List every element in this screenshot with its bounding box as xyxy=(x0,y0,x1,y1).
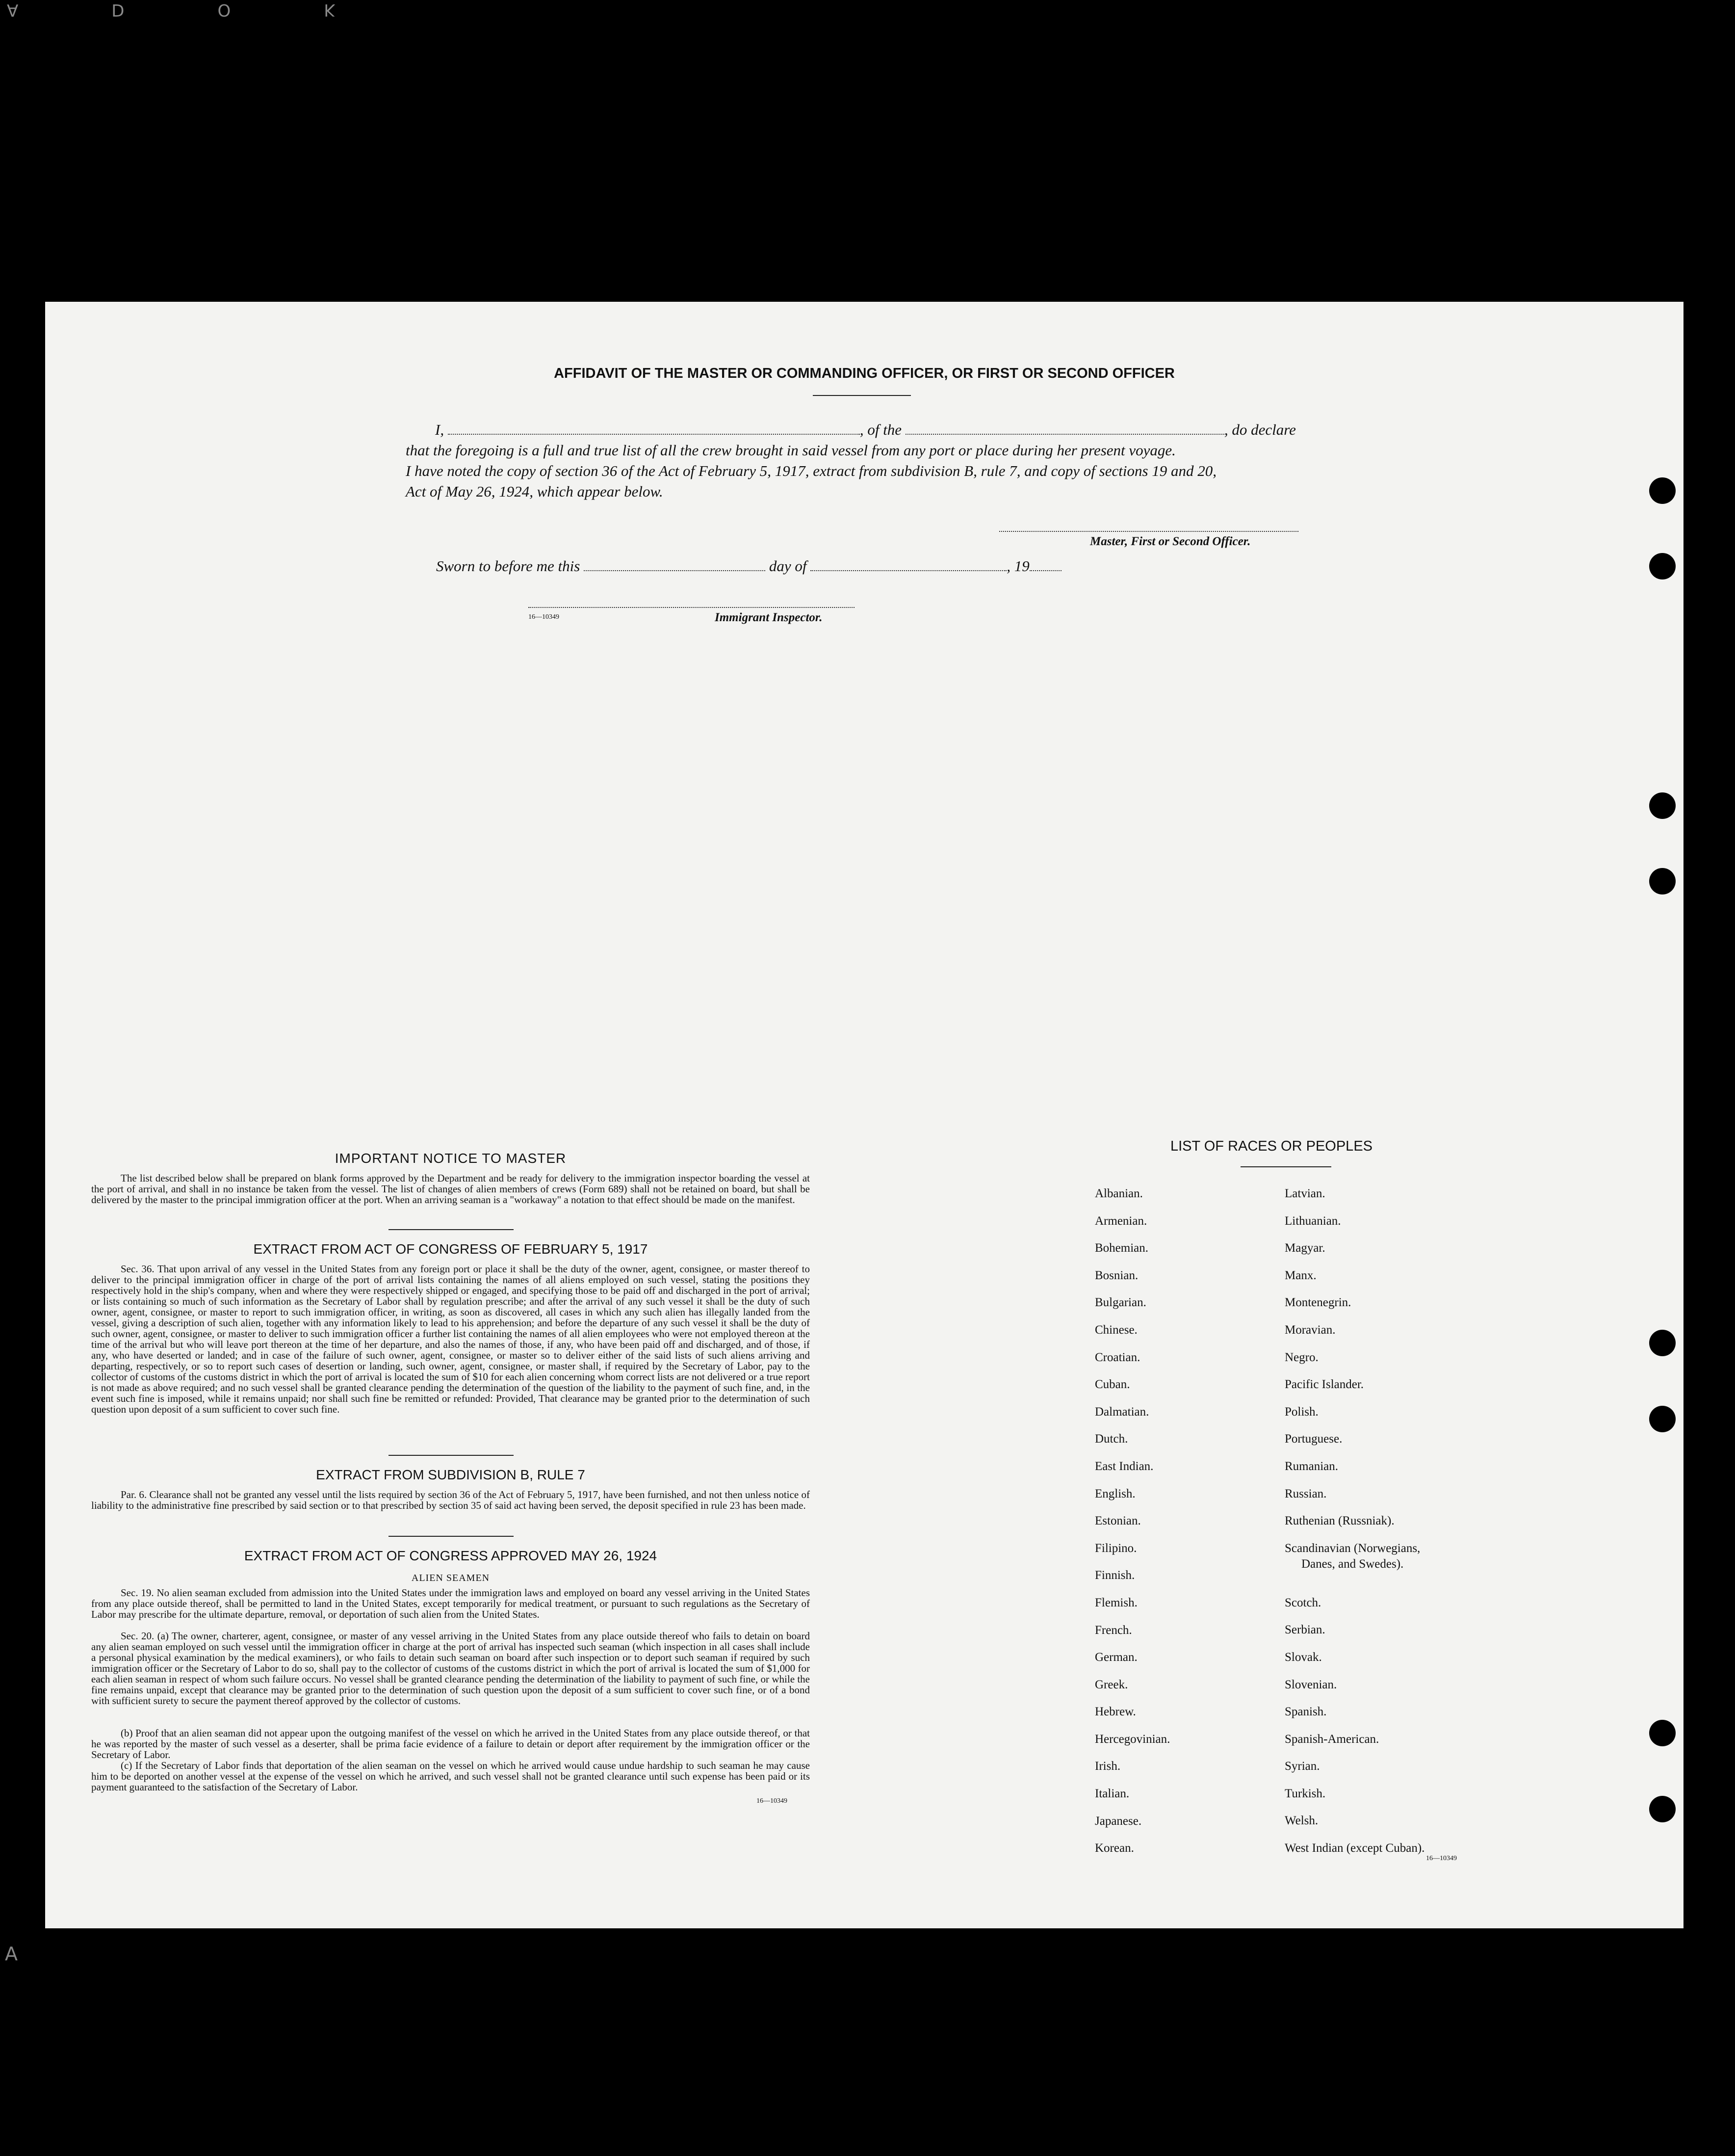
race-item: Welsh. xyxy=(1285,1814,1319,1828)
race-item: Spanish-American. xyxy=(1285,1732,1379,1746)
races-form-number: 16—10349 xyxy=(1426,1855,1457,1862)
race-item: Cuban. xyxy=(1095,1378,1130,1392)
race-item: Scandinavian (Norwegians, xyxy=(1285,1541,1421,1555)
race-item: Albanian. xyxy=(1095,1187,1143,1200)
film-side-mark: A xyxy=(5,1943,18,1965)
affidavit-line-3: I have noted the copy of section 36 of the Act of February 5, 1917, extract from subdivision B, rule 7, and copy of sections 19 and 20, xyxy=(406,462,1217,479)
affidavit-do-declare: , do declare xyxy=(1224,421,1296,438)
race-item: Armenian. xyxy=(1095,1214,1147,1228)
film-edge-letter: A xyxy=(7,0,19,20)
race-item: Danes, and Swedes). xyxy=(1301,1557,1404,1571)
race-item: Portuguese. xyxy=(1285,1432,1343,1446)
race-item: Bosnian. xyxy=(1095,1268,1139,1282)
race-item: Italian. xyxy=(1095,1787,1130,1801)
vessel-blank xyxy=(906,434,1224,435)
race-item: Turkish. xyxy=(1285,1787,1326,1800)
year-prefix: , 19 xyxy=(1007,557,1030,575)
race-item: Chinese. xyxy=(1095,1323,1138,1337)
film-edge-letter: O xyxy=(217,0,231,20)
race-item: English. xyxy=(1095,1487,1136,1500)
affidavit-of-the: , of the xyxy=(859,421,902,438)
race-item: Bulgarian. xyxy=(1095,1296,1146,1310)
extract-1924-sec20c: (c) If the Secretary of Labor finds that deportation of the alien seaman on the vessel on which he arrived would cause undue hardship to such seaman he may cause him to be deported on another vessel at the expense of the vessel on which he arrived, and such vessel shall not be granted clearance until such expense has been paid or its payment guaranteed to the satisfaction of the Secretary of Labor. xyxy=(91,1760,810,1793)
race-item: West Indian (except Cuban). xyxy=(1285,1841,1425,1855)
extract-rule7-divider xyxy=(388,1536,514,1537)
punch-hole-icon xyxy=(1649,1720,1676,1746)
race-item: Ruthenian (Russniak). xyxy=(1285,1514,1395,1528)
extract-1917-title: EXTRACT FROM ACT OF CONGRESS OF FEBRUARY 5, 1917 xyxy=(253,1241,648,1257)
race-item: Russian. xyxy=(1285,1487,1327,1500)
inspector-signature-line xyxy=(528,607,855,608)
affidavit-line-4: Act of May 26, 1924, which appear below. xyxy=(406,483,663,500)
race-item: Korean. xyxy=(1095,1841,1134,1855)
race-item: Manx. xyxy=(1285,1268,1317,1282)
races-divider xyxy=(1241,1166,1331,1167)
punch-hole-icon xyxy=(1649,1406,1676,1432)
year-blank xyxy=(1030,570,1062,571)
race-item: Irish. xyxy=(1095,1760,1121,1773)
extract-1924-sec19: Sec. 19. No alien seaman excluded from admission into the United States under the immigration laws and employed on board any vessel arriving in the United States from any place outside thereof, shall be permitted to land in the United States, except temporarily for medical treatment, or pursuant to such regulations as the Secretary of Labor may prescribe for the ultimate departure, removal, or deportation of such alien from the United States. xyxy=(91,1587,810,1620)
date-blank xyxy=(584,570,765,571)
affidavit-line-2: that the foregoing is a full and true list of all the crew brought in said vessel from any port or place during her present voyage. xyxy=(406,442,1176,459)
race-item: Syrian. xyxy=(1285,1760,1320,1773)
name-blank xyxy=(448,434,860,435)
race-item: Polish. xyxy=(1285,1405,1319,1419)
extract-1917-body: Sec. 36. That upon arrival of any vessel in the United States from any foreign port or place it shall be the duty of the owner, agent, consignee, or master thereof to deliver to the principal immigration officer in charge of the port of arrival lists containing the names of all aliens employed on such vessel, stating the positions they respectively hold in the ship's company, when and where they were respectively shipped or engaged, and specifying those to be paid off and discharged in the port of arrival; or lists containing so much of such information as the Secretary of Labor shall by regulation prescribe; and after the arrival of any such vessel it shall be the duty of such owner, agent, consignee, or master to report to such immigration officer, in writing, as soon as discovered, all cases in which any such alien has illegally landed from the vessel, giving a description of such alien, together with any information likely to lead to his apprehension; and before the departure of any such vessel it shall be the duty of such owner, agent, consignee, or master to deliver to such immigration officer a further list containing the names of all alien employees who were not employed thereon at the time of the arrival but who will leave port thereon at the time of her departure, and also the names of those, if any, who have been paid off and discharged, and of those, if any, who have deserted or landed; and in case of the failure of such owner, agent, consignee, or master so to deliver either of the said lists of such aliens arriving and departing, respectively, or so to report such cases of desertion or landing, such owner, agent, consignee, or master shall, if required by the Secretary of Labor, pay to the collector of customs of the customs district in which the port of arrival is located the sum of $10 for each alien concerning whom correct lists are not delivered or a true report is not made as above required; and no such vessel shall be granted clearance pending the determination of the question of the liability to the payment of such fine, and, in the event such fine is imposed, while it remains unpaid; nor shall such fine be remitted or refunded: Provided, That clearance may be granted prior to the determination of such question upon deposit of a sum sufficient to cover such fine. xyxy=(91,1263,810,1415)
race-item: Hercegovinian. xyxy=(1095,1732,1170,1746)
punch-hole-icon xyxy=(1649,868,1676,894)
extract-rule7-body: Par. 6. Clearance shall not be granted any vessel until the lists required by section 36 of the Act of February 5, 1917, have been furnished, and not then unless notice of liability to the administrative fine prescribed by said section or to that prescribed by section 35 of said act having been served, the deposit specified in rule 23 has been made. xyxy=(91,1489,810,1511)
race-item: Latvian. xyxy=(1285,1187,1325,1200)
races-column-1 xyxy=(1095,1180,1170,1862)
affidavit-line-1 xyxy=(406,420,1362,440)
race-item: Flemish. xyxy=(1095,1596,1138,1609)
race-item: Lithuanian. xyxy=(1285,1214,1341,1228)
race-item: Pacific Islander. xyxy=(1285,1378,1364,1392)
race-item: East Indian. xyxy=(1095,1459,1154,1473)
race-item: Bohemian. xyxy=(1095,1241,1149,1255)
affidavit-title: AFFIDAVIT OF THE MASTER OR COMMANDING OFFICER, OR FIRST OR SECOND OFFICER xyxy=(554,366,1175,381)
master-signature-caption: Master, First or Second Officer. xyxy=(1090,535,1251,548)
film-edge-markings xyxy=(0,0,335,20)
punch-hole-icon xyxy=(1649,792,1676,819)
race-item: German. xyxy=(1095,1651,1138,1664)
extract-1924-sec20a: Sec. 20. (a) The owner, charterer, agent, consignee, or master of any vessel arriving in the United States from any place outside thereof who fails to detain on board any alien seaman employed on such vessel until the immigration officer in charge at the port of arrival has inspected such seaman (which inspection in all cases shall include a personal physical examination by the medical examiners), or who fails to detain such seaman on board after such inspection or to deport such seaman if required by such immigration officer or the Secretary of Labor to do so, shall pay to the collector of customs of the customs district in which the port of arrival is located the sum of $1,000 for each alien seaman in respect of whom such failure occurs. No vessel shall be granted clearance pending the determination of the liability to payment of such fine, or while the fine remains unpaid, except that clearance may be granted prior to the determination of such question upon the deposit of a sum sufficient to cover such fine, or of a bond with sufficient surety to secure the payment thereof approved by the collector of customs. xyxy=(91,1630,810,1707)
punch-hole-icon xyxy=(1649,1796,1676,1822)
notice-body: The list described below shall be prepared on blank forms approved by the Department and be ready for delivery to the immigration inspector boarding the vessel at the port of arrival, and shall in no instance be taken from the vessel. The list of changes of alien members of crews (Form 689) shall not be retained on board, but shall be delivered by the master to the principal immigration officer at the port. When an arriving seaman is a "workaway" a notation to that effect should be made on the manifest. xyxy=(91,1172,810,1206)
race-item: Serbian. xyxy=(1285,1623,1325,1637)
race-item: Montenegrin. xyxy=(1285,1296,1351,1310)
inspector-caption: Immigrant Inspector. xyxy=(715,611,823,624)
sworn-text: Sworn to before me this xyxy=(436,557,580,575)
affidavit-form-number: 16—10349 xyxy=(528,613,559,621)
day-of-text: day of xyxy=(769,557,807,575)
sworn-line xyxy=(436,556,1393,577)
extract-1917-divider xyxy=(388,1455,514,1456)
film-edge-letter: K xyxy=(324,0,335,20)
races-column-2 xyxy=(1285,1180,1424,1862)
race-item: Dalmatian. xyxy=(1095,1405,1149,1419)
document-page xyxy=(45,302,1683,1928)
punch-hole-icon xyxy=(1649,1330,1676,1356)
extract-form-number: 16—10349 xyxy=(756,1797,787,1805)
race-item: Dutch. xyxy=(1095,1432,1128,1446)
extract-1924-title: EXTRACT FROM ACT OF CONGRESS APPROVED MAY 26, 1924 xyxy=(244,1548,657,1563)
month-blank xyxy=(810,570,1007,571)
race-item: Moravian. xyxy=(1285,1323,1336,1337)
race-item: Finnish. xyxy=(1095,1569,1135,1582)
race-item: Slovak. xyxy=(1285,1650,1322,1664)
race-item: Rumanian. xyxy=(1285,1459,1339,1473)
punch-hole-icon xyxy=(1649,553,1676,579)
race-item: Spanish. xyxy=(1285,1705,1327,1719)
affidavit-divider xyxy=(813,395,911,396)
race-item: Filipino. xyxy=(1095,1541,1137,1555)
race-item: Croatian. xyxy=(1095,1350,1140,1364)
extract-1924-sec20b: (b) Proof that an alien seaman did not appear upon the outgoing manifest of the vessel on which he arrived in the United States from any place outside thereof, or that he was reported by the master of such vessel as a deserter, shall be prima facie evidence of a failure to detain or deport after requirement by the immigration officer or the Secretary of Labor. xyxy=(91,1727,810,1761)
affidavit-i: I, xyxy=(435,421,444,438)
races-title: LIST OF RACES OR PEOPLES xyxy=(1170,1138,1373,1154)
race-item: Hebrew. xyxy=(1095,1705,1136,1719)
extract-rule7-title: EXTRACT FROM SUBDIVISION B, RULE 7 xyxy=(316,1467,585,1482)
punch-hole-icon xyxy=(1649,477,1676,504)
race-item: Negro. xyxy=(1285,1350,1319,1364)
race-item: Japanese. xyxy=(1095,1814,1142,1828)
race-item: Greek. xyxy=(1095,1678,1128,1691)
race-item: Slovenian. xyxy=(1285,1678,1337,1691)
notice-title: IMPORTANT NOTICE TO MASTER xyxy=(335,1151,567,1166)
race-item: Scotch. xyxy=(1285,1596,1321,1609)
race-item: Estonian. xyxy=(1095,1514,1141,1528)
extract-1924-subtitle: ALIEN SEAMEN xyxy=(411,1573,490,1583)
film-edge-letter: D xyxy=(111,0,125,20)
race-item: Magyar. xyxy=(1285,1241,1325,1255)
race-item: French. xyxy=(1095,1623,1132,1637)
master-signature-line xyxy=(999,531,1298,532)
notice-divider xyxy=(388,1229,514,1230)
